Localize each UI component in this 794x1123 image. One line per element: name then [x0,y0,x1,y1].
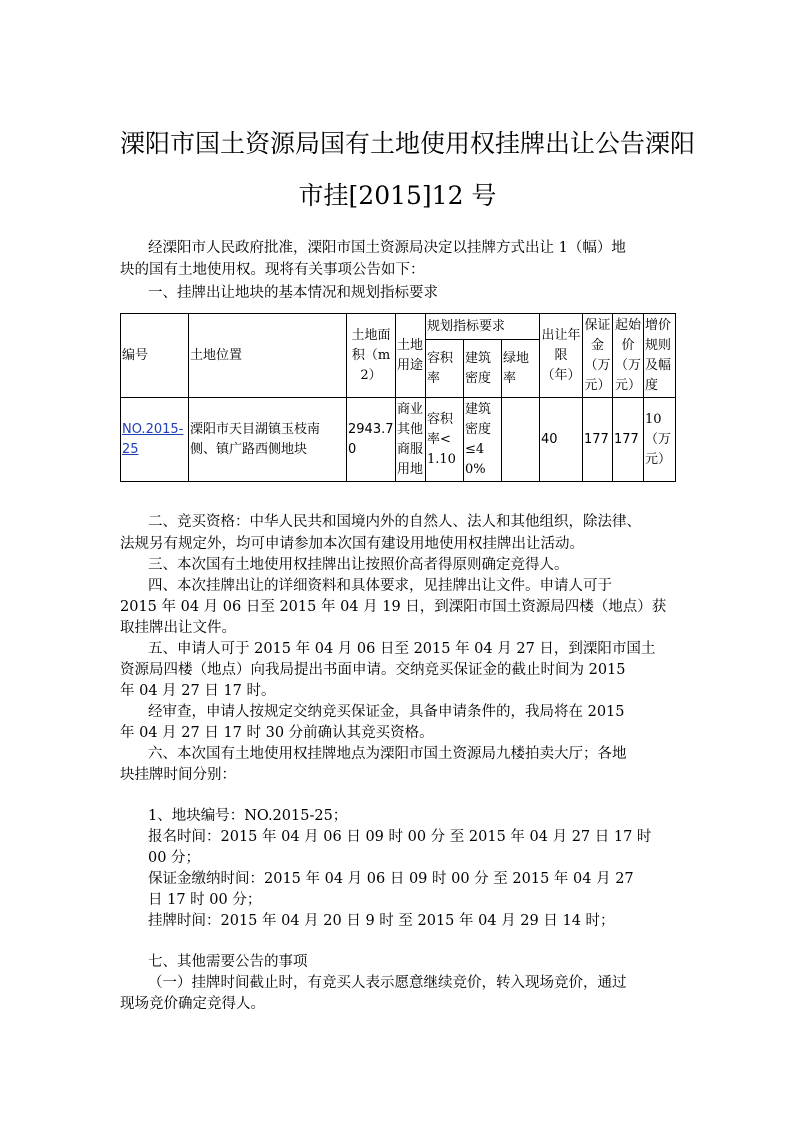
header-deposit: 保证金（万元） [583,314,613,398]
section-4-cont2: 取挂牌出让文件。 [120,620,236,636]
header-code: 编号 [121,314,189,398]
parcel-code[interactable]: NO.2015-25 [122,421,184,457]
listing-time: 挂牌时间：2015 年 04 月 20 日 9 时 至 2015 年 04 月 29 日 14 时； [148,913,615,929]
registration-time: 报名时间：2015 年 04 月 06 日 09 时 00 分 至 2015 年 04 月 27 日 17 时 [148,829,652,845]
header-plot-ratio: 容积率 [426,340,464,398]
notice-title-number: 市挂[2015]12 号 [298,181,497,210]
deposit-time-cont: 日 17 时 00 分； [148,892,262,908]
section-4: 四、本次挂牌出让的详细资料和具体要求，见挂牌出让文件。申请人可于 [148,578,612,594]
cell-use: 商业其他商服用地 [396,398,426,482]
notice-title: 溧阳市国土资源局国有土地使用权挂牌出让公告溧阳 [120,129,696,158]
cell-term: 40 [540,398,583,482]
intro-paragraph-cont: 块的国有土地使用权。现将有关事项公告如下： [120,262,425,278]
land-parcel-table [120,313,676,482]
header-use: 土地用途 [396,314,426,398]
parcel-code-link[interactable] [121,398,189,482]
header-density: 建筑密度 [464,340,502,398]
review-paragraph: 经审查，申请人按规定交纳竞买保证金，具备申请条件的，我局将在 2015 [148,704,625,720]
cell-plot-ratio: 容积率<1.10 [426,398,464,482]
header-location: 土地位置 [189,314,347,398]
parcel-number-line: 1、地块编号：NO.2015-25； [148,808,348,824]
header-plan: 规划指标要求 [426,314,540,340]
section-4-cont: 2015 年 04 月 06 日至 2015 年 04 月 19 日，到溧阳市国土资源局四楼（地点）获 [120,599,667,615]
section-7-item-1-cont: 现场竞价确定竞得人。 [120,996,265,1012]
intro-paragraph: 经溧阳市人民政府批准，溧阳市国土资源局决定以挂牌方式出让 1（幅）地 [148,240,626,256]
header-term: 出让年限（年） [540,314,583,398]
registration-time-cont: 00 分； [148,850,201,866]
cell-green [502,398,540,482]
section-5: 五、申请人可于 2015 年 04 月 06 日至 2015 年 04 月 27 日，到溧阳市国土 [148,641,656,657]
section-7-item-1: （一）挂牌时间截止时，有竞买人表示愿意继续竞价，转入现场竞价，通过 [148,975,627,991]
review-paragraph-cont: 年 04 月 27 日 17 时 30 分前确认其竞买资格。 [120,725,434,741]
section-6: 六、本次国有土地使用权挂牌地点为溧阳市国土资源局九楼拍卖大厅；各地 [148,746,627,762]
header-increment: 增价规则及幅度 [644,314,676,398]
header-area: 土地面积（m2） [347,314,396,398]
cell-increment: 10（万元） [644,398,676,482]
section-5-cont: 资源局四楼（地点）向我局提出书面申请。交纳竞买保证金的截止时间为 2015 [120,662,626,678]
cell-deposit: 177 [583,398,613,482]
deposit-time: 保证金缴纳时间：2015 年 04 月 06 日 09 时 00 分 至 2015 年 04 月 27 [148,871,634,887]
section-1-heading: 一、挂牌出让地块的基本情况和规划指标要求 [148,285,438,301]
section-3: 三、本次国有土地使用权挂牌出让按照价高者得原则确定竞得人。 [148,557,569,573]
section-2-cont: 法规另有规定外，均可申请参加本次国有建设用地使用权挂牌出让活动。 [120,536,584,552]
section-7: 七、其他需要公告的事项 [148,954,308,970]
cell-density: 建筑密度≤40% [464,398,502,482]
header-start-price: 起始价（万元） [613,314,644,398]
section-2: 二、竞买资格：中华人民共和国境内外的自然人、法人和其他组织，除法律、 [148,514,641,530]
cell-area: 2943.70 [347,398,396,482]
section-5-cont2: 年 04 月 27 日 17 时。 [120,683,276,699]
header-green: 绿地率 [502,340,540,398]
section-6-cont: 块挂牌时间分别： [120,767,236,783]
cell-location: 溧阳市天目湖镇玉枝南侧、镇广路西侧地块 [189,398,347,482]
cell-start-price: 177 [613,398,644,482]
